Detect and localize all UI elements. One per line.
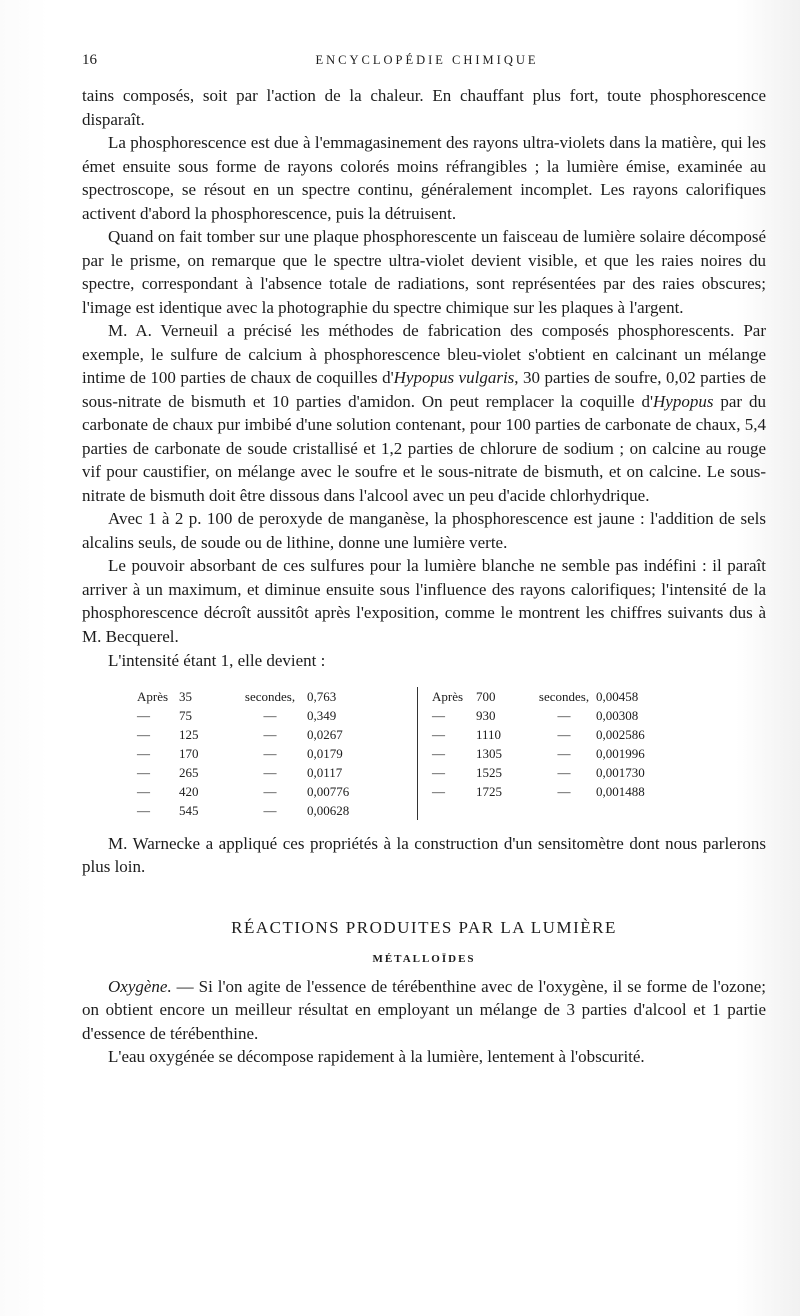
- time-cell: [432, 725, 532, 744]
- table-column-right: [417, 687, 702, 820]
- verneuil-text-c: par du carbonate de chaux pur imbibé d'une solution contenant, pour 100 parties de carbonate de chaux, 5,4 parties de carbonate de soude cristallisé et 1,2 parties de chlorure de sodium ; on calcine au rouge vif pour caustifier, on mélange avec le soufre et le sous-nitrate de bismuth, et on calcine. Le sous-nitrate de bismuth doit être dissous dans l'alcool avec un peu d'acide chlorhydrique.: [82, 391, 766, 505]
- intensity-table: [137, 687, 737, 820]
- species-name: Hypopus vulgaris: [393, 368, 515, 387]
- table-row: [137, 744, 407, 763]
- intensity-value: 0,002586: [596, 726, 645, 742]
- time-cell: [137, 744, 233, 763]
- section-title: RÉACTIONS PRODUITES PAR LA LUMIÈRE: [231, 917, 617, 937]
- intensity-value: 0,001488: [596, 783, 645, 799]
- row-lead: —: [137, 726, 150, 742]
- paragraph-hydrogen-peroxide: L'eau oxygénée se décompose rapidement à la lumière, lentement à l'obscurité.: [108, 1047, 645, 1066]
- unit-cell: secondes,: [538, 688, 590, 704]
- table-row: [432, 687, 702, 706]
- table-row: [137, 763, 407, 782]
- time-value: 545: [179, 802, 199, 818]
- time-value: 1525: [476, 764, 502, 780]
- intensity-value: 0,00458: [596, 688, 639, 704]
- row-lead: Après: [432, 688, 464, 704]
- time-value: 420: [179, 783, 199, 799]
- table-row: [432, 706, 702, 725]
- verneuil-text-b: , 30 parties de soufre, 0,02 parties de sous-nitrate de bismuth et 10 parties d'amidon. On peut remplacer la coquille d': [82, 368, 767, 411]
- time-value: 265: [179, 764, 199, 780]
- unit-cell: —: [557, 707, 571, 723]
- intensity-value: 0,0267: [307, 726, 343, 742]
- intensity-value: 0,00308: [596, 707, 639, 723]
- table-row: [137, 782, 407, 801]
- oxygen-run-in-heading: Oxygène.: [108, 976, 172, 996]
- time-value: 1110: [476, 726, 502, 742]
- paragraph-phosphorescence-cause: La phosphorescence est due à l'emmagasinement des rayons ultra-violets dans la matière, qui les émet ensuite sous forme de rayons colorés moins réfrangibles ; la lumière émise, examinée au spectroscope, se résout en un spectre continu, généralement incomplet. Les rayons calorifiques activent d'abord la phosphorescence, puis la détruisent.: [82, 133, 766, 223]
- time-value: 1305: [476, 745, 502, 761]
- unit-cell: —: [557, 764, 571, 780]
- time-cell: [432, 744, 532, 763]
- row-lead: —: [432, 745, 445, 761]
- unit-cell: —: [557, 726, 571, 742]
- intensity-value: 0,0179: [307, 745, 343, 761]
- time-cell: [137, 706, 233, 725]
- row-lead: —: [432, 707, 445, 723]
- paragraph-continuation: tains composés, soit par l'action de la chaleur. En chauffant plus fort, toute phosphorescence disparaît.: [82, 86, 766, 129]
- intensity-value: 0,0117: [307, 764, 343, 780]
- intensity-value: 0,349: [307, 707, 337, 723]
- row-lead: —: [137, 783, 150, 799]
- intensity-value: 0,00776: [307, 783, 350, 799]
- row-lead: —: [137, 745, 150, 761]
- unit-cell: —: [263, 783, 277, 799]
- intensity-value: 0,763: [307, 688, 337, 704]
- time-cell: [432, 706, 532, 725]
- unit-cell: —: [557, 745, 571, 761]
- time-cell: [137, 725, 233, 744]
- unit-cell: —: [263, 745, 277, 761]
- time-cell: [137, 782, 233, 801]
- time-value: 75: [179, 707, 192, 723]
- time-value: 1725: [476, 783, 502, 799]
- unit-cell: —: [263, 707, 277, 723]
- row-lead: Après: [137, 688, 169, 704]
- unit-cell: —: [263, 802, 277, 818]
- row-lead: —: [432, 726, 445, 742]
- table-row: [137, 801, 407, 820]
- paragraph-verneuil-methods: [82, 319, 766, 507]
- time-cell: [432, 763, 532, 782]
- row-lead: —: [432, 764, 445, 780]
- unit-cell: secondes,: [244, 688, 296, 704]
- intensity-value: 0,001730: [596, 764, 645, 780]
- paragraph-manganese: Avec 1 à 2 p. 100 de peroxyde de manganèse, la phosphorescence est jaune : l'addition de sels alcalins seuls, de soude ou de lithine, donne une lumière verte.: [82, 509, 766, 552]
- time-value: 35: [179, 688, 192, 704]
- table-row: [432, 725, 702, 744]
- table-row: [432, 782, 702, 801]
- row-lead: —: [432, 783, 445, 799]
- running-title: ENCYCLOPÉDIE CHIMIQUE: [315, 53, 539, 67]
- time-cell: [137, 687, 233, 706]
- paragraph-absorbing-power: Le pouvoir absorbant de ces sulfures pour la lumière blanche ne semble pas indéfini : il paraît arriver à un maximum, et diminue ensuite sous l'influence des rayons calorifiques; l'intensité de la phosphorescence décroît aussitôt après l'exposition, comme le montrent les chiffres suivants dus à M. Becquerel.: [82, 556, 766, 646]
- paragraph-oxygen: [82, 975, 766, 1046]
- unit-cell: —: [263, 726, 277, 742]
- table-row: [432, 763, 702, 782]
- time-value: 930: [476, 707, 496, 723]
- time-value: 170: [179, 745, 199, 761]
- table-row: [137, 706, 407, 725]
- unit-cell: —: [263, 764, 277, 780]
- intensity-value: 0,001996: [596, 745, 645, 761]
- body-text: [82, 84, 766, 1069]
- table-row: [137, 687, 407, 706]
- oxygen-text: — Si l'on agite de l'essence de térébenthine avec de l'oxygène, il se forme de l'ozone; on obtient encore un meilleur résultat en employant un mélange de 3 parties d'alcool et 1 partie d'essence de térébenthine.: [82, 976, 766, 1043]
- intensity-value: 0,00628: [307, 802, 350, 818]
- subsection-title: MÉTALLOÏDES: [372, 952, 476, 965]
- row-lead: —: [137, 764, 150, 780]
- table-column-left: [137, 687, 407, 820]
- paragraph-intensity-intro: L'intensité étant 1, elle devient :: [108, 651, 326, 670]
- page-number: 16: [82, 52, 97, 68]
- time-cell: [432, 687, 532, 706]
- row-lead: —: [137, 802, 150, 818]
- row-lead: —: [137, 707, 150, 723]
- time-cell: [432, 782, 532, 801]
- time-value: 125: [179, 726, 199, 742]
- page-header: [82, 50, 772, 76]
- time-cell: [137, 801, 233, 820]
- unit-cell: —: [557, 783, 571, 799]
- time-cell: [137, 763, 233, 782]
- table-row: [137, 725, 407, 744]
- paragraph-spectrum-experiment: Quand on fait tomber sur une plaque phosphorescente un faisceau de lumière solaire décomposé par le prisme, on remarque que le spectre ultra-violet devient visible, et que les raies noires du spectre, correspondant à l'absence totale de radiations, sont représentées par des raies obscures; l'image est identique avec la photographie du spectre chimique sur les plaques à l'argent.: [82, 227, 766, 317]
- time-value: 700: [476, 688, 496, 704]
- verneuil-text-a: M. A. Verneuil a précisé les méthodes de fabrication des composés phosphorescents. Par exemple, le sulfure de calcium à phosphorescence bleu-violet s'obtient en calcinant un mélange intime de 100 parties de chaux de coquilles d': [82, 321, 766, 387]
- table-row: [432, 744, 702, 763]
- paragraph-warnecke: M. Warnecke a appliqué ces propriétés à la construction d'un sensitomètre dont nous parlerons plus loin.: [82, 833, 766, 876]
- species-name-short: Hypopus: [653, 391, 714, 411]
